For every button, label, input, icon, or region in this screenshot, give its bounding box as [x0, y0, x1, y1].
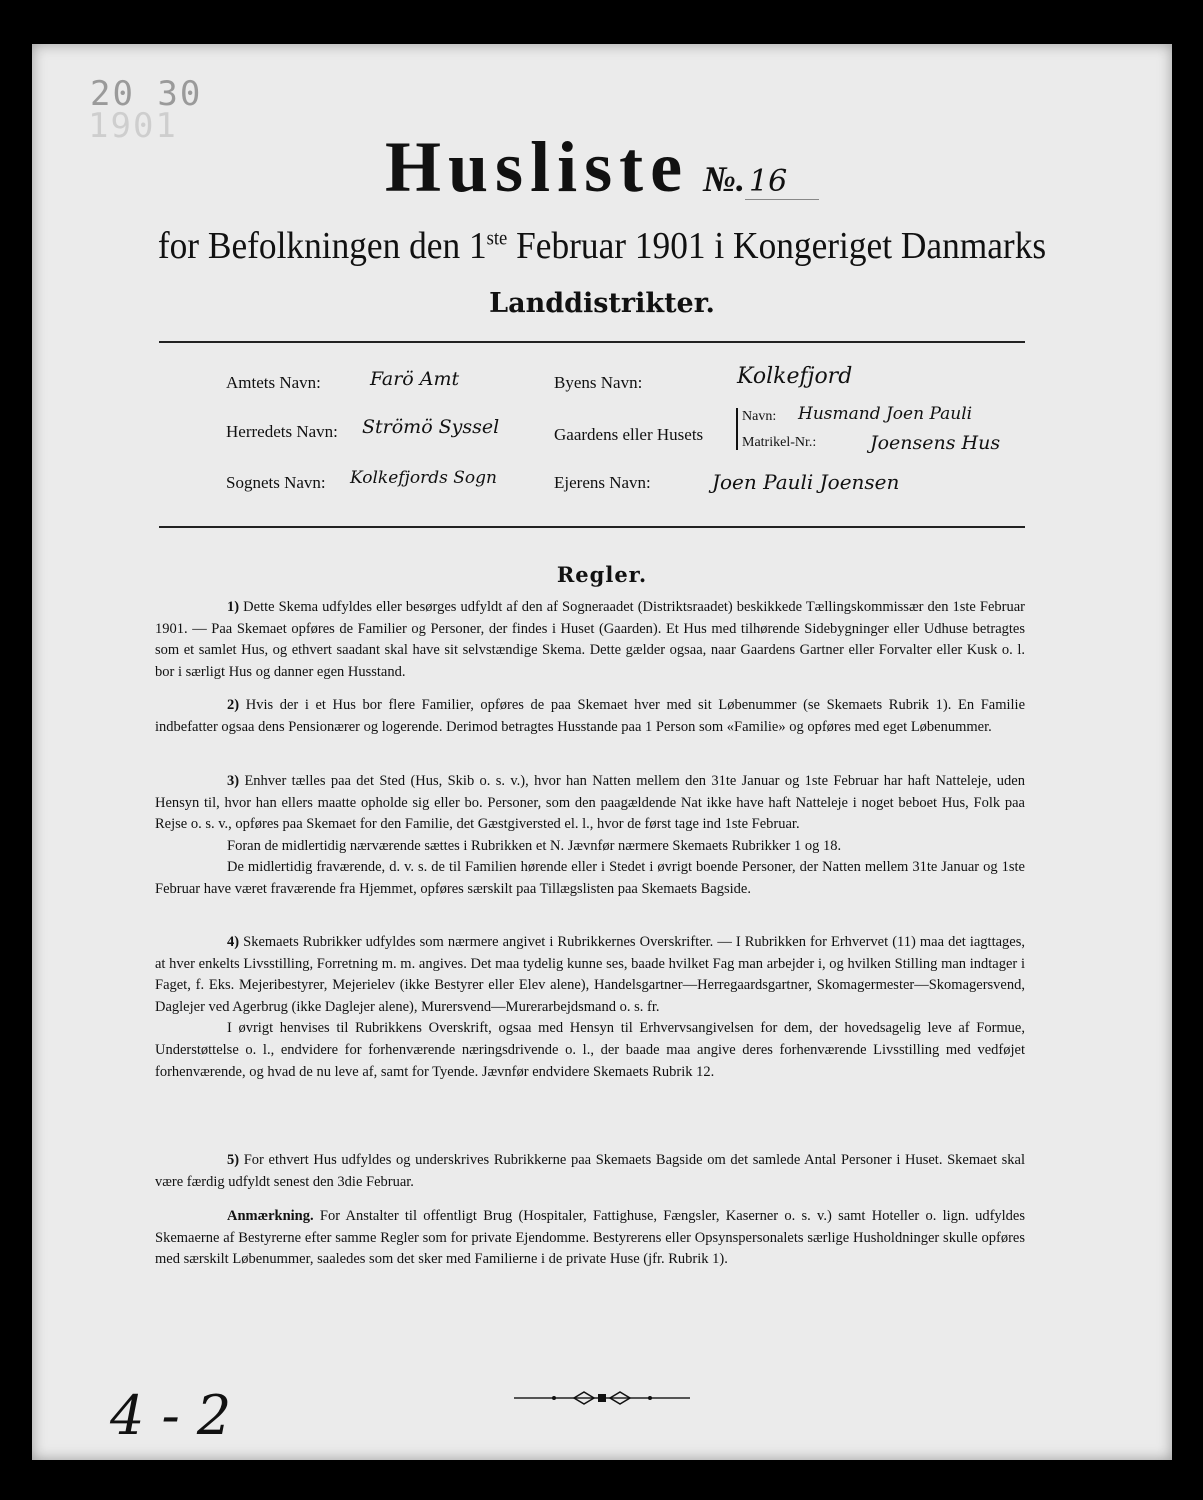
archive-stamp-numbers: 20 30	[90, 74, 203, 114]
census-form-page	[32, 44, 1172, 1460]
herred-value: Strömö Syssel	[362, 416, 500, 438]
sogn-value: Kolkefjords Sogn	[350, 468, 497, 488]
gaard-matrikel-label: Matrikel-Nr.:	[742, 435, 817, 450]
title-text: Husliste	[385, 127, 690, 207]
rule-3	[155, 771, 1025, 901]
gaard-label: Gaardens eller Husets	[554, 425, 704, 444]
rule-4b-text: I øvrigt henvises til Rubrikkens Overskrift, ogsaa med Hensyn til Erhvervsangivelsen for dem, der hovedsagelig leve af Formue, Understøttelse o. l., endvidere for forhenværende næringsdrivende o. l., der baade maa angive deres forhenværende Livsstilling med vedføjet forhenværende, og hvad de nu leve af, samt for Tyende. Jævnfør endvidere Skemaets Rubrik 12.	[155, 1020, 1025, 1080]
gaard-navn-value: Husmand Joen Pauli	[798, 404, 973, 424]
brace-line	[736, 408, 738, 450]
rules-heading: Regler.	[556, 562, 648, 587]
rule-5-text: For ethvert Hus udfyldes og underskrives Rubrikkerne paa Skemaets Bagside om det samlede Antal Personer i Huset. Skemaet skal være færdig udfyldt senest den 3die Februar.	[155, 1152, 1025, 1190]
rule-3b-text: Foran de midlertidig nærværende sættes i Rubrikken et N. Jævnfør nærmere Skemaets Rubrikker 1 og 18.	[227, 837, 842, 854]
gaard-matrikel-value: Joensens Hus	[870, 432, 1001, 454]
rule-2-number: 2)	[227, 697, 240, 713]
form-title	[32, 126, 1172, 209]
ejer-value: Joen Pauli Joensen	[712, 470, 900, 494]
rule-2	[155, 695, 1025, 738]
rule-1	[155, 597, 1025, 683]
top-divider	[159, 341, 1025, 343]
ejer-label: Ejerens Navn:	[554, 473, 651, 492]
annotation-note	[155, 1206, 1025, 1271]
number-label: №.	[703, 159, 745, 199]
by-label: Byens Navn:	[554, 373, 643, 392]
bottom-divider	[159, 526, 1025, 528]
subtitle-pre: for Befolkningen den 1	[157, 225, 487, 267]
form-subtitle-district: Landdistrikter.	[489, 288, 715, 319]
rule-2-text: Hvis der i et Hus bor flere Familier, opføres de paa Skemaet hver med sit Løbenummer (se Skemaets Rubrik 1). En Familie indbefatter ogsaa dens Pensionærer og logerende. Derimod betragtes Husstande paa 1 Person som «Familie» og opføres med eget Løbenummer.	[155, 697, 1026, 735]
form-number-value: 16	[745, 164, 819, 200]
annotation-label: Anmærkning.	[227, 1208, 314, 1224]
rule-3-text: Enhver tælles paa det Sted (Hus, Skib o. s. v.), hvor han Natten mellem den 31te Januar og 1ste Februar har haft Natteleje, uden Hensyn til, hvor han ellers maatte opholde sig eller bo. Personer, som den paagældende Nat ikke have haft Natteleje i noget beboet Hus, Folk paa Rejse o. s. v., opføres paa Skemaet for den Familie, det Gæstgiversted el. l., hvor de først tage ind 1ste Februar.	[155, 773, 1025, 833]
pencil-note: 4 - 2	[110, 1384, 232, 1447]
form-subtitle	[72, 224, 1132, 268]
rule-4-text: Skemaets Rubrikker udfyldes som nærmere angivet i Rubrikkernes Overskrifter. — I Rubrikken for Erhvervet (11) maa det iagttages, at hver enkelts Livsstilling, Forretning m. m. angives. Det maa tydelig kunne ses, baade hvilket Fag man arbejder i, og hvilken Stilling man indtager i Faget, f. Eks. Mejeribestyrer, Mejerielev (ikke Bestyrer eller Elev alene), Handelsgartner—Herregaardsgartner, Skomagermester—Skomagersvend, Daglejer ved Agerbrug (ikke Daglejer alene), Murersvend—Murerarbejdsmand o. s. fr.	[155, 934, 1025, 1015]
sogn-label: Sognets Navn:	[226, 473, 326, 492]
ornament-divider-icon	[514, 1388, 690, 1408]
rule-1-text: Dette Skema udfyldes eller besørges udfyldt af den af Sogneraadet (Distriktsraadet) beskikkede Tællingskommissær den 1ste Februar 1901. — Paa Skemaet opføres de Familier og Personer, der findes i Huset (Gaarden). Et Hus med tilhørende Sidebygninger eller Udhuse betragtes som et samlet Hus, og ethvert saadant skal have sit selvstændige Skema. Dette gælder ogsaa, naar Gaardens Gartner eller Forvalter eller Kusk o. l. bor i særligt Hus og danner egen Husstand.	[155, 599, 1025, 680]
rule-3c-text: De midlertidig fraværende, d. v. s. de til Familien hørende eller i Stedet i øvrigt boende Personer, der Natten mellem 31te Januar og 1ste Februar have været fraværende fra Hjemmet, opføres særskilt paa Tillægslisten paa Skemaets Bagside.	[155, 859, 1025, 897]
rule-5	[155, 1150, 1025, 1193]
rule-3-number: 3)	[227, 773, 240, 789]
subtitle-sup: ste	[486, 227, 508, 250]
amt-label: Amtets Navn:	[226, 373, 321, 392]
amt-value: Farö Amt	[370, 368, 460, 390]
annotation-text: For Anstalter til offentligt Brug (Hospitaler, Fattighuse, Fængsler, Kaserner o. s. v.) samt Hoteller o. lign. udfyldes Skemaerne af Bestyrerne efter samme Regler som for private Ejendomme. Bestyrerens eller Opsynspersonalets særlige Husholdninger skulle opføres med særskilt Løbenummer, saaledes som det sker med Familierne i de private Huse (jfr. Rubrik 1).	[155, 1208, 1026, 1268]
by-value: Kolkefjord	[737, 364, 853, 389]
archive-stamp-faded: 1901	[88, 106, 178, 146]
herred-label: Herredets Navn:	[226, 422, 338, 441]
rule-4-number: 4)	[227, 934, 240, 950]
subtitle-post: Februar 1901 i Kongeriget Danmarks	[507, 225, 1047, 267]
gaard-navn-label: Navn:	[742, 409, 777, 424]
rule-4	[155, 932, 1025, 1083]
rule-5-number: 5)	[227, 1152, 240, 1168]
rule-1-number: 1)	[227, 599, 240, 615]
